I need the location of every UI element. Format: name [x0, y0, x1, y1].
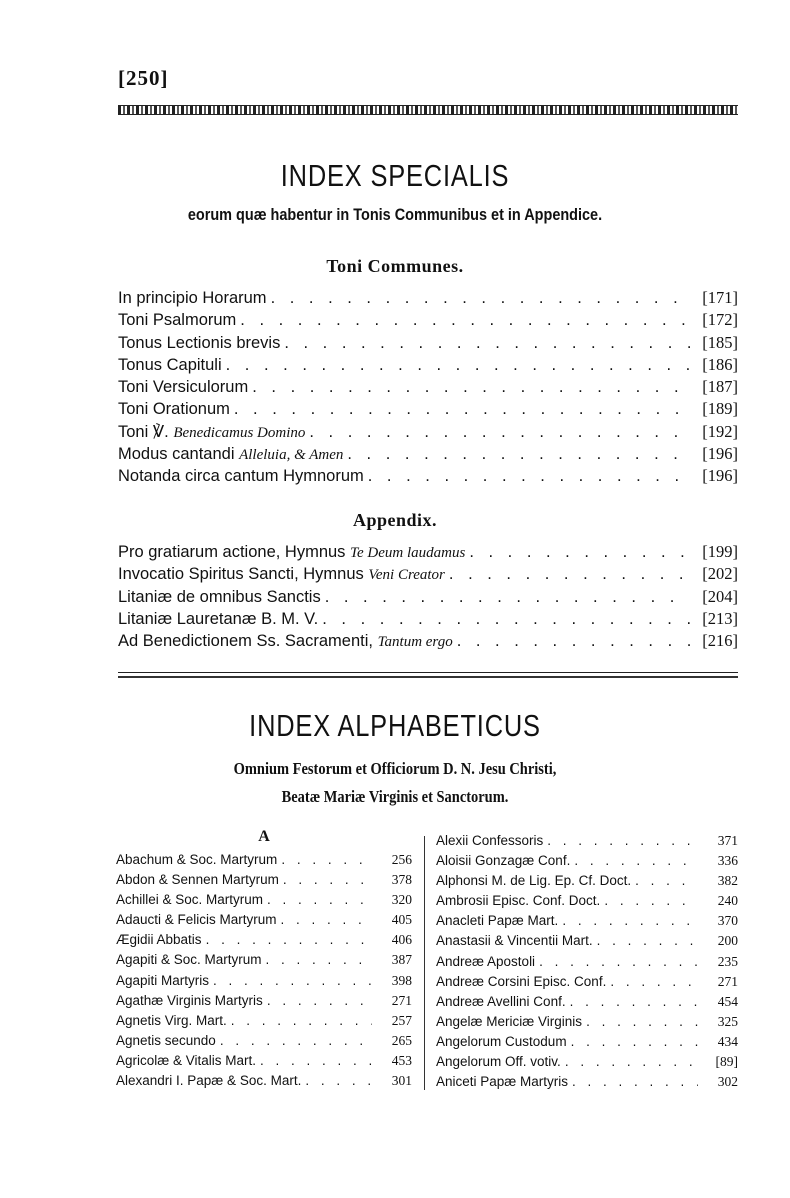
- entry-page: [199]: [702, 542, 738, 561]
- dot-leader: [635, 873, 698, 888]
- entry-page: [189]: [702, 399, 738, 419]
- entry-title: [118, 467, 364, 486]
- index-row: [436, 913, 738, 933]
- entry-page: [204]: [702, 586, 738, 606]
- dot-leader: [562, 913, 698, 928]
- entry-text: Pro gratiarum actione, Hymnus: [118, 543, 346, 561]
- entry-page: 454: [717, 993, 738, 1009]
- entry-text: Anacleti Papæ Mart.: [436, 913, 559, 929]
- entry-page: 235: [717, 953, 738, 969]
- entry-page: 265: [391, 1032, 412, 1048]
- entry-page: 336: [717, 853, 738, 869]
- dot-leader: [347, 445, 690, 464]
- dot-leader: [266, 952, 372, 967]
- dot-leader: [570, 994, 698, 1009]
- entry-page: 257: [391, 1012, 412, 1028]
- dot-leader: [252, 378, 690, 397]
- dot-leader: [309, 423, 690, 442]
- entry-title: [116, 872, 279, 887]
- entry-title: [118, 422, 305, 442]
- letter-heading-a: A: [258, 828, 270, 845]
- entry-title: [116, 1013, 227, 1028]
- dot-leader: [234, 400, 690, 419]
- entry-text: Agapiti & Soc. Martyrum: [116, 952, 262, 968]
- entry-page: 302: [717, 1074, 738, 1090]
- toc-row: [118, 609, 738, 631]
- column-divider: [424, 836, 425, 1090]
- entry-text: Angelorum Custodum: [436, 1033, 567, 1049]
- entry-page: 382: [717, 873, 738, 889]
- entry-text: Tonus Lectionis brevis: [118, 333, 281, 352]
- entry-page: [192]: [702, 421, 738, 441]
- entry-text: Toni Versiculorum: [118, 378, 249, 397]
- index-row: [116, 1073, 412, 1093]
- entry-title: [118, 543, 465, 562]
- entry-text: Ambrosii Episc. Conf. Doct.: [436, 893, 601, 909]
- entry-title: [436, 1034, 567, 1049]
- entry-title: [116, 952, 262, 967]
- index-row: [436, 933, 738, 953]
- dot-leader: [565, 1054, 698, 1069]
- index-row: [436, 1014, 738, 1034]
- dot-leader: [597, 933, 698, 948]
- entry-text: Adaucti & Felicis Martyrum: [116, 912, 277, 928]
- toc-row: [118, 422, 738, 444]
- entry-text: Angelæ Mericiæ Virginis: [436, 1013, 583, 1029]
- toc-row: [118, 288, 738, 310]
- entry-title: [118, 356, 222, 375]
- entry-text: Agathæ Virginis Martyris: [116, 992, 263, 1008]
- section-heading-toni-communes: Toni Communes.: [326, 256, 464, 276]
- dot-leader: [231, 1013, 372, 1028]
- dot-leader: [213, 973, 372, 988]
- entry-page: [213]: [702, 608, 738, 628]
- entry-text: Abachum & Soc. Martyrum: [116, 852, 278, 867]
- section-heading-appendix: Appendix.: [352, 510, 438, 530]
- entry-title: [116, 1073, 301, 1088]
- entry-title: [118, 610, 318, 629]
- dot-leader: [449, 565, 690, 584]
- entry-title: [118, 632, 453, 651]
- entry-page: 406: [391, 932, 412, 948]
- entry-text: Achillei & Soc. Martyrum: [116, 892, 264, 908]
- toc-row: [118, 587, 738, 609]
- entry-page: 378: [391, 872, 412, 888]
- dot-leader: [571, 1034, 698, 1049]
- entry-text: Agapiti Martyris: [116, 972, 210, 988]
- entry-text: Litaniæ de omnibus Sanctis: [118, 587, 321, 606]
- entry-title: [116, 973, 209, 988]
- entry-title: [118, 565, 445, 584]
- entry-text: Invocatio Spiritus Sancti, Hymnus: [118, 565, 364, 584]
- index-row: [116, 892, 412, 912]
- index-row: [116, 932, 412, 952]
- entry-title: [118, 334, 280, 353]
- entry-page: 301: [391, 1073, 412, 1089]
- toc-row: [118, 542, 738, 564]
- entry-page: 370: [717, 913, 738, 929]
- entry-text: In principio Horarum: [118, 289, 267, 307]
- entry-title: [118, 445, 343, 464]
- entry-page: 320: [391, 892, 412, 908]
- entry-title: [436, 994, 566, 1009]
- entry-title: [436, 933, 593, 948]
- entry-title: [436, 853, 570, 868]
- entry-page: [196]: [702, 466, 738, 486]
- appendix-list: [118, 542, 738, 653]
- dot-leader: [240, 311, 690, 330]
- index-row: [436, 873, 738, 893]
- index-row: [436, 994, 738, 1014]
- dot-leader: [260, 1053, 372, 1068]
- dot-leader: [469, 543, 690, 562]
- index-row: [436, 833, 738, 853]
- index-specialis-title: INDEX SPECIALIS: [280, 158, 510, 193]
- index-row: [436, 1074, 738, 1094]
- dot-leader: [586, 1014, 698, 1029]
- entry-title: [436, 1074, 568, 1089]
- dot-leader: [271, 289, 690, 308]
- dot-leader: [457, 632, 690, 651]
- entry-text: Litaniæ Lauretanæ B. M. V.: [118, 609, 319, 628]
- dot-leader: [325, 588, 690, 607]
- entry-page: [172]: [702, 310, 738, 330]
- index-row: [116, 1053, 412, 1073]
- entry-page: 434: [717, 1033, 738, 1049]
- section-divider-rule: [118, 672, 738, 678]
- entry-text: Agnetis Virg. Mart.: [116, 1012, 227, 1028]
- entry-page: [185]: [702, 332, 738, 352]
- dot-leader: [305, 1073, 372, 1088]
- dot-leader: [322, 610, 690, 629]
- entry-italic-text: Tantum ergo: [377, 634, 453, 651]
- entry-page: [187]: [702, 377, 738, 397]
- index-row: [116, 1033, 412, 1053]
- entry-title: [116, 993, 263, 1008]
- index-row: [436, 954, 738, 974]
- entry-page: [171]: [702, 288, 738, 307]
- entry-text: Toni ℣.: [118, 422, 169, 441]
- dot-leader: [267, 892, 372, 907]
- dot-leader: [281, 912, 372, 927]
- dot-leader: [206, 932, 372, 947]
- dot-leader: [604, 893, 698, 908]
- entry-title: [118, 289, 267, 308]
- entry-text: Toni Orationum: [118, 400, 230, 419]
- toc-row: [118, 399, 738, 421]
- entry-title: [436, 954, 535, 969]
- dot-leader: [220, 1033, 372, 1048]
- entry-text: Alphonsi M. de Lig. Ep. Cf. Doct.: [436, 873, 632, 889]
- entry-page: 256: [391, 852, 412, 867]
- index-row: [116, 852, 412, 872]
- entry-text: Angelorum Off. votiv.: [436, 1054, 561, 1070]
- index-row: [436, 974, 738, 994]
- entry-text: Andreæ Corsini Episc. Conf.: [436, 973, 607, 989]
- index-row: [436, 893, 738, 913]
- index-row: [116, 973, 412, 993]
- entry-title: [436, 913, 558, 928]
- entry-page: 453: [391, 1052, 412, 1068]
- entry-text: Toni Psalmorum: [118, 311, 237, 330]
- toc-row: [118, 310, 738, 332]
- alphabetical-left-column: [116, 828, 412, 1093]
- entry-page: 398: [391, 972, 412, 988]
- entry-page: 405: [391, 912, 412, 928]
- toc-row: [118, 466, 738, 488]
- index-specialis-subtitle: eorum quæ habentur in Tonis Communibus et in Appendice.: [187, 205, 603, 224]
- toc-row: [118, 377, 738, 399]
- alphabetical-right-column: [436, 833, 738, 1094]
- toni-communes-list: [118, 288, 738, 489]
- entry-text: Aloisii Gonzagæ Conf.: [436, 853, 571, 869]
- entry-title: [116, 892, 263, 907]
- index-alphabeticus-subtitle-line2: Beatæ Mariæ Virginis et Sanctorum.: [281, 787, 509, 806]
- entry-title: [116, 932, 202, 947]
- entry-title: [436, 1054, 561, 1069]
- entry-page: [216]: [702, 631, 738, 651]
- entry-title: [116, 1033, 216, 1048]
- dot-leader: [610, 974, 698, 989]
- index-row: [436, 1034, 738, 1054]
- entry-title: [436, 833, 543, 848]
- entry-title: [118, 400, 230, 419]
- entry-text: Agnetis secundo: [116, 1032, 216, 1048]
- entry-title: [118, 378, 248, 397]
- index-alphabeticus-title: INDEX ALPHABETICUS: [249, 708, 541, 743]
- dot-leader: [281, 852, 372, 867]
- entry-page: 271: [391, 992, 412, 1008]
- entry-text: Abdon & Sennen Martyrum: [116, 872, 279, 888]
- entry-page: 371: [717, 833, 738, 848]
- index-row: [116, 952, 412, 972]
- entry-text: Ægidii Abbatis: [116, 932, 202, 948]
- entry-italic-text: Veni Creator: [368, 567, 445, 584]
- index-row: [116, 1013, 412, 1033]
- entry-page: 271: [717, 973, 738, 989]
- index-row: [436, 1054, 738, 1074]
- entry-text: Ad Benedictionem Ss. Sacramenti,: [118, 632, 373, 651]
- dot-leader: [574, 853, 698, 868]
- entry-text: Andreæ Apostoli: [436, 953, 536, 969]
- entry-text: Aniceti Papæ Martyris: [436, 1074, 569, 1090]
- entry-text: Andreæ Avellini Conf.: [436, 993, 566, 1009]
- entry-text: Agricolæ & Vitalis Mart.: [116, 1052, 257, 1068]
- entry-text: Alexandri I. Papæ & Soc. Mart.: [116, 1073, 302, 1089]
- entry-title: [118, 588, 321, 607]
- entry-text: Notanda circa cantum Hymnorum: [118, 467, 364, 486]
- entry-title: [116, 852, 277, 867]
- entry-title: [118, 311, 236, 330]
- dot-leader: [283, 872, 372, 887]
- entry-title: [436, 1014, 582, 1029]
- entry-title: [436, 974, 606, 989]
- entry-page: 240: [717, 893, 738, 909]
- entry-page: 200: [717, 933, 738, 949]
- index-row: [436, 853, 738, 873]
- dot-leader: [572, 1074, 698, 1089]
- index-row: [116, 912, 412, 932]
- entry-page: 325: [717, 1013, 738, 1029]
- dot-leader: [547, 833, 698, 848]
- dot-leader: [267, 993, 372, 1008]
- dot-leader: [284, 334, 690, 353]
- entry-page: [196]: [702, 444, 738, 464]
- entry-text: Anastasii & Vincentii Mart.: [436, 933, 593, 949]
- entry-title: [436, 893, 600, 908]
- entry-title: [116, 912, 277, 927]
- toc-row: [118, 355, 738, 377]
- entry-page: [186]: [702, 354, 738, 374]
- entry-italic-text: Alleluia, & Amen: [239, 447, 344, 464]
- toc-row: [118, 631, 738, 653]
- dot-leader: [539, 954, 698, 969]
- toc-row: [118, 333, 738, 355]
- entry-text: Alexii Confessoris: [436, 833, 544, 848]
- entry-text: Tonus Capituli: [118, 355, 222, 374]
- dot-leader: [226, 356, 690, 375]
- entry-page: [89]: [715, 1054, 738, 1070]
- index-row: [116, 993, 412, 1013]
- index-row: [116, 872, 412, 892]
- entry-page: [202]: [702, 564, 738, 584]
- header-ornament-border: [118, 105, 738, 115]
- toc-row: [118, 564, 738, 586]
- entry-italic-text: Te Deum laudamus: [350, 545, 466, 561]
- dot-leader: [368, 467, 690, 486]
- entry-title: [436, 873, 631, 888]
- entry-italic-text: Benedicamus Domino: [173, 424, 306, 441]
- entry-page: 387: [391, 952, 412, 968]
- entry-text: Modus cantandi: [118, 445, 235, 464]
- index-alphabeticus-subtitle-line1: Omnium Festorum et Officiorum D. N. Jesu Christi,: [233, 759, 557, 778]
- toc-row: [118, 444, 738, 466]
- page-number: [250]: [118, 66, 169, 90]
- entry-title: [116, 1053, 256, 1068]
